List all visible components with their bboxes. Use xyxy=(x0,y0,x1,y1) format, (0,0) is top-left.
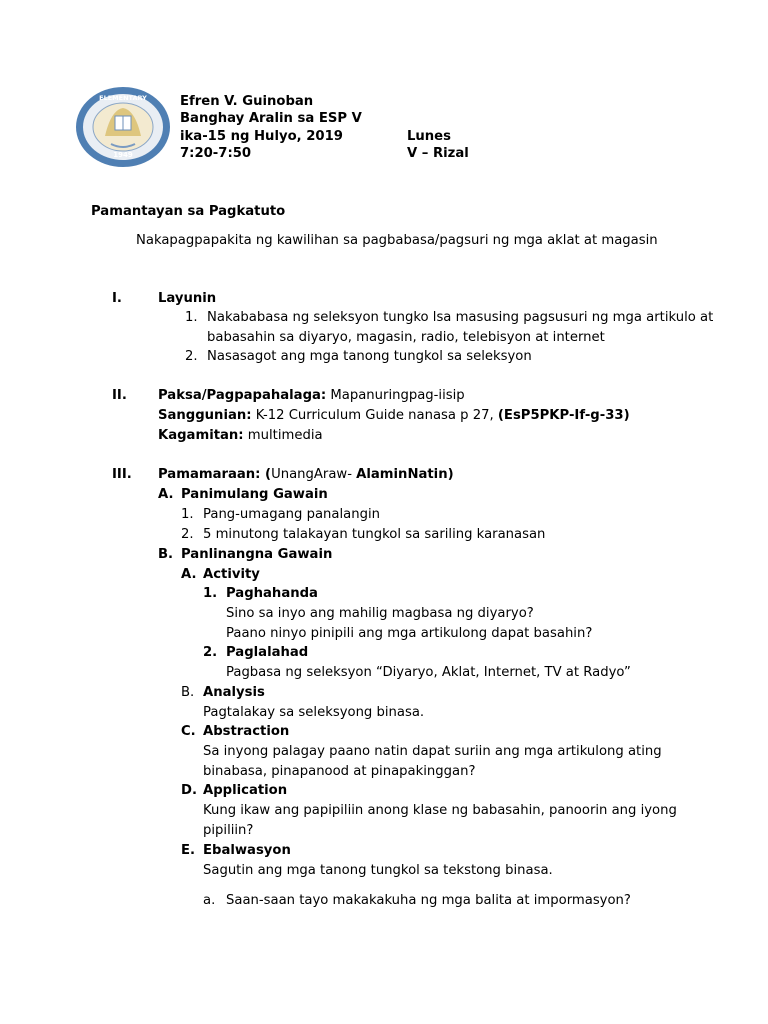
procedure-title-b: UnangAraw- xyxy=(271,467,357,482)
section-numeral-1: I. xyxy=(112,291,122,306)
teacher-name: Efren V. Guinoban xyxy=(180,94,314,109)
activity-title: Activity xyxy=(203,567,260,582)
evaluation-question-letter: a. xyxy=(203,893,216,908)
procedure-title-a: Pamamaraan: ( xyxy=(158,467,272,482)
evaluation-title: Ebalwasyon xyxy=(203,843,291,858)
activity-letter: A. xyxy=(181,567,197,582)
lesson-day: Lunes xyxy=(407,129,451,144)
paghahanda-num: 1. xyxy=(203,586,218,601)
analysis-line1: Pagtalakay sa seleksyong binasa. xyxy=(203,705,425,720)
lesson-date: ika-15 ng Hulyo, 2019 xyxy=(180,129,343,144)
part-a-letter: A. xyxy=(158,487,174,502)
section-numeral-3: III. xyxy=(112,467,132,482)
objective-num-1: 1. xyxy=(185,310,198,325)
svg-text:1949: 1949 xyxy=(113,151,133,159)
part-b-title: Panlinangna Gawain xyxy=(181,547,333,562)
part-b-letter: B. xyxy=(158,547,174,562)
lesson-time: 7:20-7:50 xyxy=(180,146,252,161)
evaluation-letter: E. xyxy=(181,843,196,858)
topic-line xyxy=(158,387,465,405)
class-section: V – Rizal xyxy=(407,146,469,161)
topic-label: Paksa/Pagpapahalaga: xyxy=(158,388,327,403)
application-letter: D. xyxy=(181,783,197,798)
reference-code: (EsP5PKP-If-g-33) xyxy=(497,408,630,423)
reference-line xyxy=(158,407,630,425)
standard-text: Nakapagpapakita ng kawilihan sa pagbabasa/pagsuri ng mga aklat at magasin xyxy=(136,233,658,248)
abstraction-line2: binabasa, pinapanood at pinapakinggan? xyxy=(203,764,476,779)
abstraction-letter: C. xyxy=(181,724,196,739)
objectives-heading: Layunin xyxy=(158,291,217,306)
objective-1-line2: babasahin sa diyaryo, magasin, radio, telebisyon at internet xyxy=(207,330,605,345)
part-a-num-2: 2. xyxy=(181,527,194,542)
reference-value: K-12 Curriculum Guide nanasa p 27, xyxy=(251,408,498,423)
materials-value: multimedia xyxy=(243,428,323,443)
part-a-title: Panimulang Gawain xyxy=(181,487,328,502)
evaluation-question: Saan-saan tayo makakakuha ng mga balita at impormasyon? xyxy=(226,893,631,908)
part-a-item-1: Pang-umagang panalangin xyxy=(203,507,380,522)
part-a-item-2: 5 minutong talakayan tungkol sa sariling karanasan xyxy=(203,527,546,542)
paghahanda-title: Paghahanda xyxy=(226,586,318,601)
materials-label: Kagamitan: xyxy=(158,428,244,443)
paglalahad-line1: Pagbasa ng seleksyon “Diyaryo, Aklat, Internet, TV at Radyo” xyxy=(226,665,631,680)
abstraction-line1: Sa inyong palagay paano natin dapat suriin ang mga artikulong ating xyxy=(203,744,662,759)
standard-heading: Pamantayan sa Pagkatuto xyxy=(91,204,286,219)
paghahanda-line2: Paano ninyo pinipili ang mga artikulong dapat basahin? xyxy=(226,626,593,641)
evaluation-line1: Sagutin ang mga tanong tungkol sa tekstong binasa. xyxy=(203,863,553,878)
reference-label: Sanggunian: xyxy=(158,408,252,423)
school-seal-logo xyxy=(75,86,171,168)
application-line2: pipiliin? xyxy=(203,823,254,838)
procedure-heading xyxy=(158,466,454,484)
section-numeral-2: II. xyxy=(112,388,127,403)
plan-title: Banghay Aralin sa ESP V xyxy=(180,111,362,126)
objective-1-line1: Nakababasa ng seleksyon tungko lsa masusing pagsusuri ng mga artikulo at xyxy=(207,310,714,325)
paglalahad-num: 2. xyxy=(203,645,218,660)
abstraction-title: Abstraction xyxy=(203,724,290,739)
analysis-title: Analysis xyxy=(203,685,265,700)
analysis-letter: B. xyxy=(181,685,195,700)
paglalahad-title: Paglalahad xyxy=(226,645,309,660)
objective-2-line1: Nasasagot ang mga tanong tungkol sa seleksyon xyxy=(207,349,532,364)
materials-line xyxy=(158,427,323,445)
objective-num-2: 2. xyxy=(185,349,198,364)
application-title: Application xyxy=(203,783,288,798)
application-line1: Kung ikaw ang papipiliin anong klase ng babasahin, panoorin ang iyong xyxy=(203,803,677,818)
paghahanda-line1: Sino sa inyo ang mahilig magbasa ng diyaryo? xyxy=(226,606,534,621)
svg-text:ELEMENTARY: ELEMENTARY xyxy=(99,94,147,102)
topic-value: Mapanuringpag-iisip xyxy=(326,388,465,403)
part-a-num-1: 1. xyxy=(181,507,194,522)
procedure-title-c: AlaminNatin) xyxy=(356,467,454,482)
